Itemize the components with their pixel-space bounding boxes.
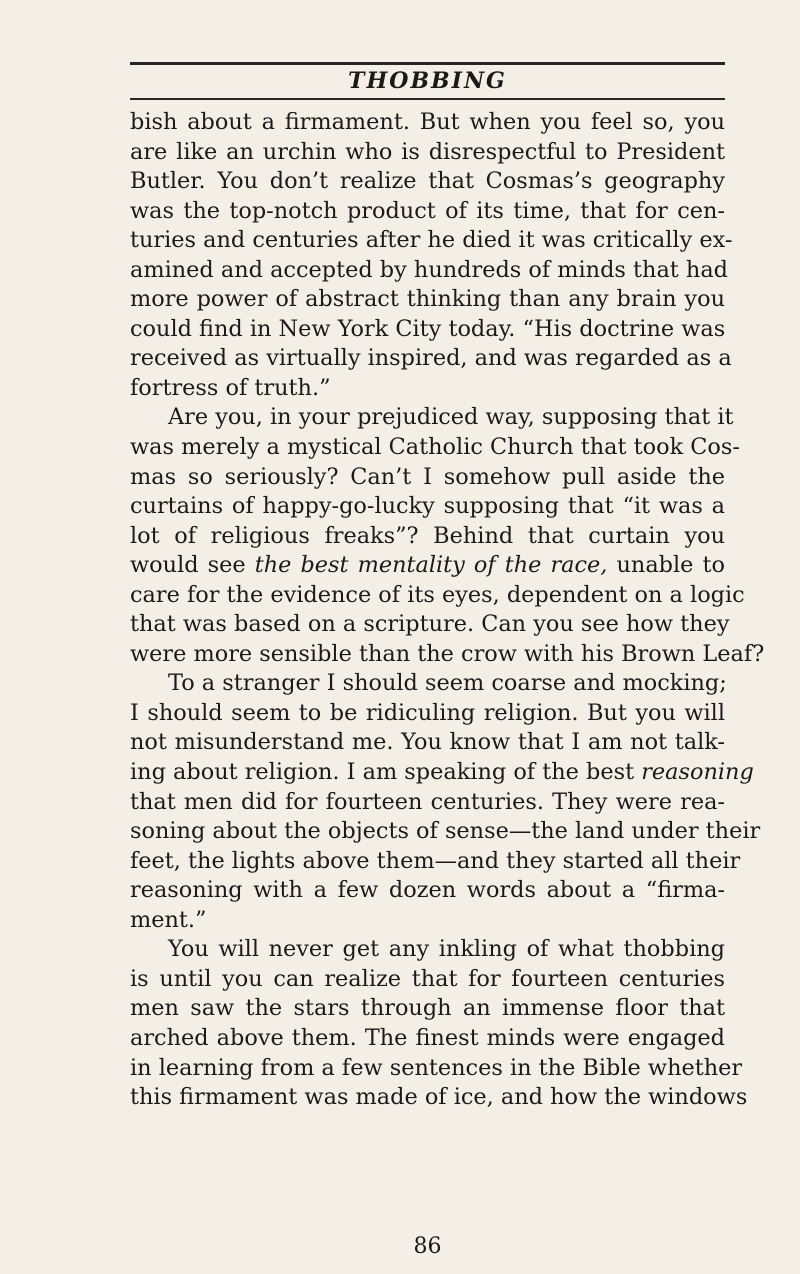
text-line: could find in New York City today. “His doctrine was bbox=[130, 315, 726, 342]
text-line: bish about a firmament. But when you feel so, you bbox=[130, 109, 725, 135]
text-line: fortress of truth.” bbox=[130, 374, 331, 401]
text-line: soning about the objects of sense—the land under their bbox=[130, 818, 761, 845]
text-line: turies and centuries after he died it was critically ex- bbox=[130, 227, 733, 254]
text-line: amined and accepted by hundreds of minds that had bbox=[130, 256, 729, 283]
text-line: in learning from a few sentences in the Bible whether bbox=[130, 1054, 743, 1081]
header-rule-top bbox=[130, 62, 725, 65]
text-line: are like an urchin who is disrespectful to President bbox=[130, 138, 725, 165]
text-line: arched above them. The finest minds were engaged bbox=[130, 1024, 725, 1051]
text-line: You will never get any inkling of what thobbing bbox=[168, 936, 725, 963]
text-line: is until you can realize that for fourteen centuries bbox=[130, 965, 725, 992]
text-line: was the top-notch product of its time, that for cen- bbox=[130, 197, 725, 224]
text-line: lot of religious freaks”? Behind that curtain you bbox=[130, 522, 725, 549]
text-line: that men did for fourteen centuries. They were rea- bbox=[130, 788, 725, 815]
text-line: care for the evidence of its eyes, dependent on a logic bbox=[130, 581, 745, 608]
emphasis-text: the best mentality of the race, bbox=[254, 552, 608, 579]
page-number: 86 bbox=[413, 1234, 442, 1259]
text-line: men saw the stars through an immense floor that bbox=[130, 995, 725, 1022]
text-line: Are you, in your prejudiced way, supposing that it bbox=[168, 404, 734, 431]
text-line: To a stranger I should seem coarse and mocking; bbox=[168, 670, 727, 697]
text-segment: ing about religion. I am speaking of the best bbox=[130, 759, 642, 786]
text-line: were more sensible than the crow with his Brown Leaf? bbox=[130, 640, 765, 667]
text-line bbox=[130, 551, 725, 581]
text-line bbox=[130, 758, 754, 788]
body-text bbox=[130, 108, 765, 1113]
text-line: I should seem to be ridiculing religion. But you will bbox=[130, 699, 725, 726]
running-title: THOBBING bbox=[348, 68, 507, 94]
text-line: Butler. You don’t realize that Cosmas’s geography bbox=[130, 168, 725, 195]
text-line: this firmament was made of ice, and how the windows bbox=[130, 1084, 748, 1111]
text-line: that was based on a scripture. Can you see how they bbox=[130, 611, 730, 638]
text-segment: would see bbox=[130, 552, 255, 579]
text-line: ment.” bbox=[130, 906, 207, 933]
text-line: feet, the lights above them—and they started all their bbox=[130, 847, 741, 874]
header-rule-bottom bbox=[130, 98, 725, 100]
text-line: received as virtually inspired, and was regarded as a bbox=[130, 345, 732, 372]
emphasis-text: reasoning bbox=[641, 759, 754, 786]
text-line: curtains of happy-go-lucky supposing that “it was a bbox=[130, 493, 725, 520]
text-line: mas so seriously? Can’t I somehow pull aside the bbox=[130, 463, 725, 490]
text-line: was merely a mystical Catholic Church that took Cos- bbox=[130, 434, 740, 461]
text-line: reasoning with a few dozen words about a “firma- bbox=[130, 877, 725, 904]
text-line: not misunderstand me. You know that I am not talk- bbox=[130, 729, 725, 756]
text-line: more power of abstract thinking than any brain you bbox=[130, 286, 725, 313]
text-segment: unable to bbox=[607, 552, 725, 579]
